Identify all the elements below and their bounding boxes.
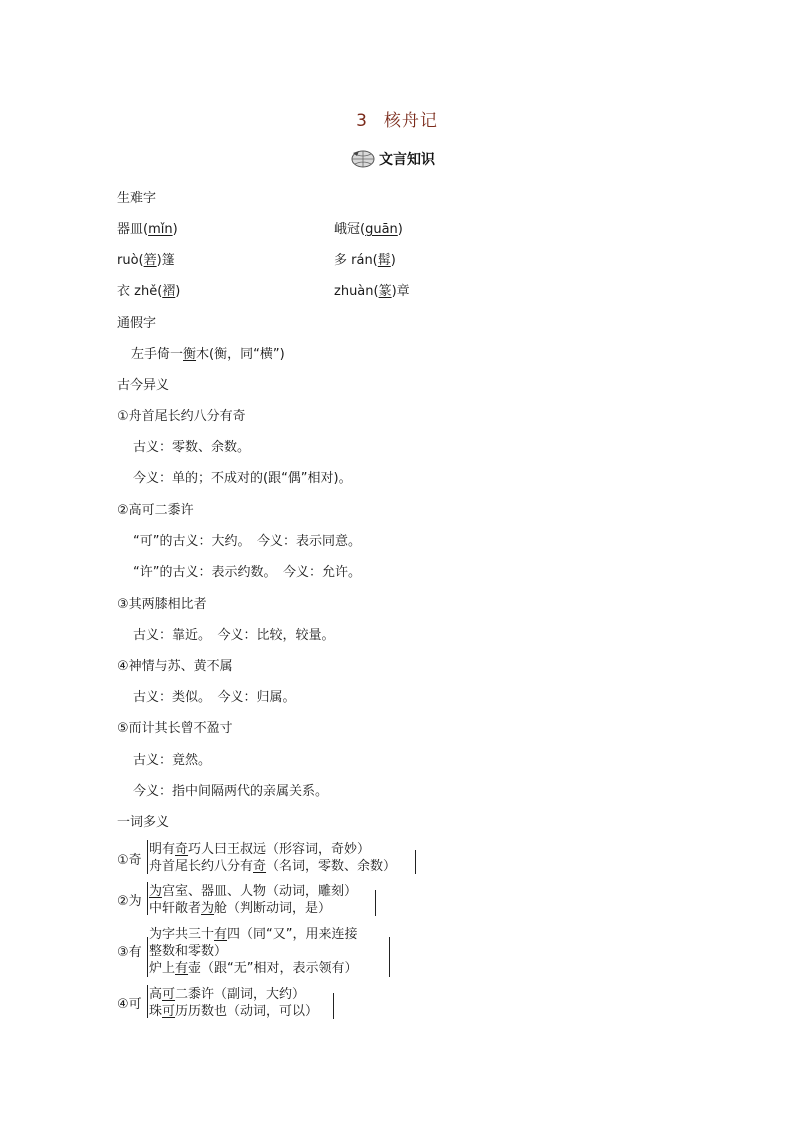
meaning-item-4: ④神情与苏、黄不属 [117,659,233,674]
right-brace [389,937,390,977]
meaning-item-3: ③其两膝相比者 [117,597,207,612]
meaning-detail-2a: “可”的古义：大约。 今义：表示同意。 [133,534,361,549]
polysemy-label: ④可 [117,997,142,1012]
polysemy-example-cont: 整数和零数） [149,944,228,959]
heading-interchangeable: 通假字 [117,316,157,331]
meaning-ancient-1: 古义：零数、余数。 [133,440,251,455]
meaning-modern-5: 今义：指中间隔两代的亲属关系。 [133,784,329,799]
rare-word-5: 衣 zhě(褶) [117,284,181,299]
right-brace [333,993,334,1019]
meaning-modern-1: 今义：单的；不成对的(跟“偶”相对)。 [133,471,352,486]
rare-word-4: 多 rán(髯) [334,253,396,268]
left-brace [147,840,148,874]
lesson-title: 核舟记 [383,111,438,131]
rare-word-1: 器皿(mǐn) [117,222,178,237]
meaning-item-1: ①舟首尾长约八分有奇 [117,409,246,424]
meaning-detail-3: 古义：靠近。 今义：比较，较量。 [133,628,335,643]
polysemy-example: 中轩敞者为舱（判断动词，是） [149,901,332,916]
meaning-item-2: ②高可二黍许 [117,503,194,518]
polysemy-example: 明有奇巧人曰王叔远（形容词，奇妙） [149,842,371,857]
rare-word-3: ruò(箬)篷 [117,253,175,268]
meaning-detail-4: 古义：类似。 今义：归属。 [133,690,296,705]
globe-badge-icon [350,148,376,170]
meaning-ancient-5: 古义：竟然。 [133,753,212,768]
interchangeable-line: 左手倚一衡木(衡，同“横”) [131,347,285,362]
page-title [0,106,794,131]
polysemy-example: 珠可历历数也（动词，可以） [149,1004,319,1019]
badge-text: 文言知识 [379,152,435,168]
polysemy-label: ③有 [117,945,142,960]
polysemy-label: ②为 [117,894,142,909]
right-brace [375,890,376,916]
polysemy-example: 炉上有壶（跟“无”相对，表示领有） [149,961,358,976]
polysemy-example: 舟首尾长约八分有奇（名词，零数、余数） [149,859,397,874]
polysemy-group-wei [117,880,397,918]
rare-word-6: zhuàn(篆)章 [334,284,410,299]
left-brace [147,937,148,977]
right-brace [415,850,416,874]
polysemy-example: 为宫室、器皿、人物（动词，雕刻） [149,884,358,899]
heading-rare-characters: 生难字 [117,191,157,206]
heading-ancient-modern: 古今异义 [117,378,170,393]
polysemy-group-ke [117,983,357,1021]
polysemy-label: ①奇 [117,853,142,868]
rare-word-2: 峨冠(guān) [334,222,403,237]
polysemy-group-you [117,923,407,979]
polysemy-group-qi [117,838,437,876]
section-badge [350,148,435,170]
lesson-number: 3 [356,111,368,131]
polysemy-example: 高可二黍许（副词，大约） [149,987,306,1002]
polysemy-example: 为字共三十有四（同“又”，用来连接 [149,927,358,942]
left-brace [147,882,148,915]
heading-polysemy: 一词多义 [117,815,170,830]
meaning-item-5: ⑤而计其长曾不盈寸 [117,721,233,736]
left-brace [147,985,148,1018]
meaning-detail-2b: “许”的古义：表示约数。 今义：允许。 [133,565,361,580]
